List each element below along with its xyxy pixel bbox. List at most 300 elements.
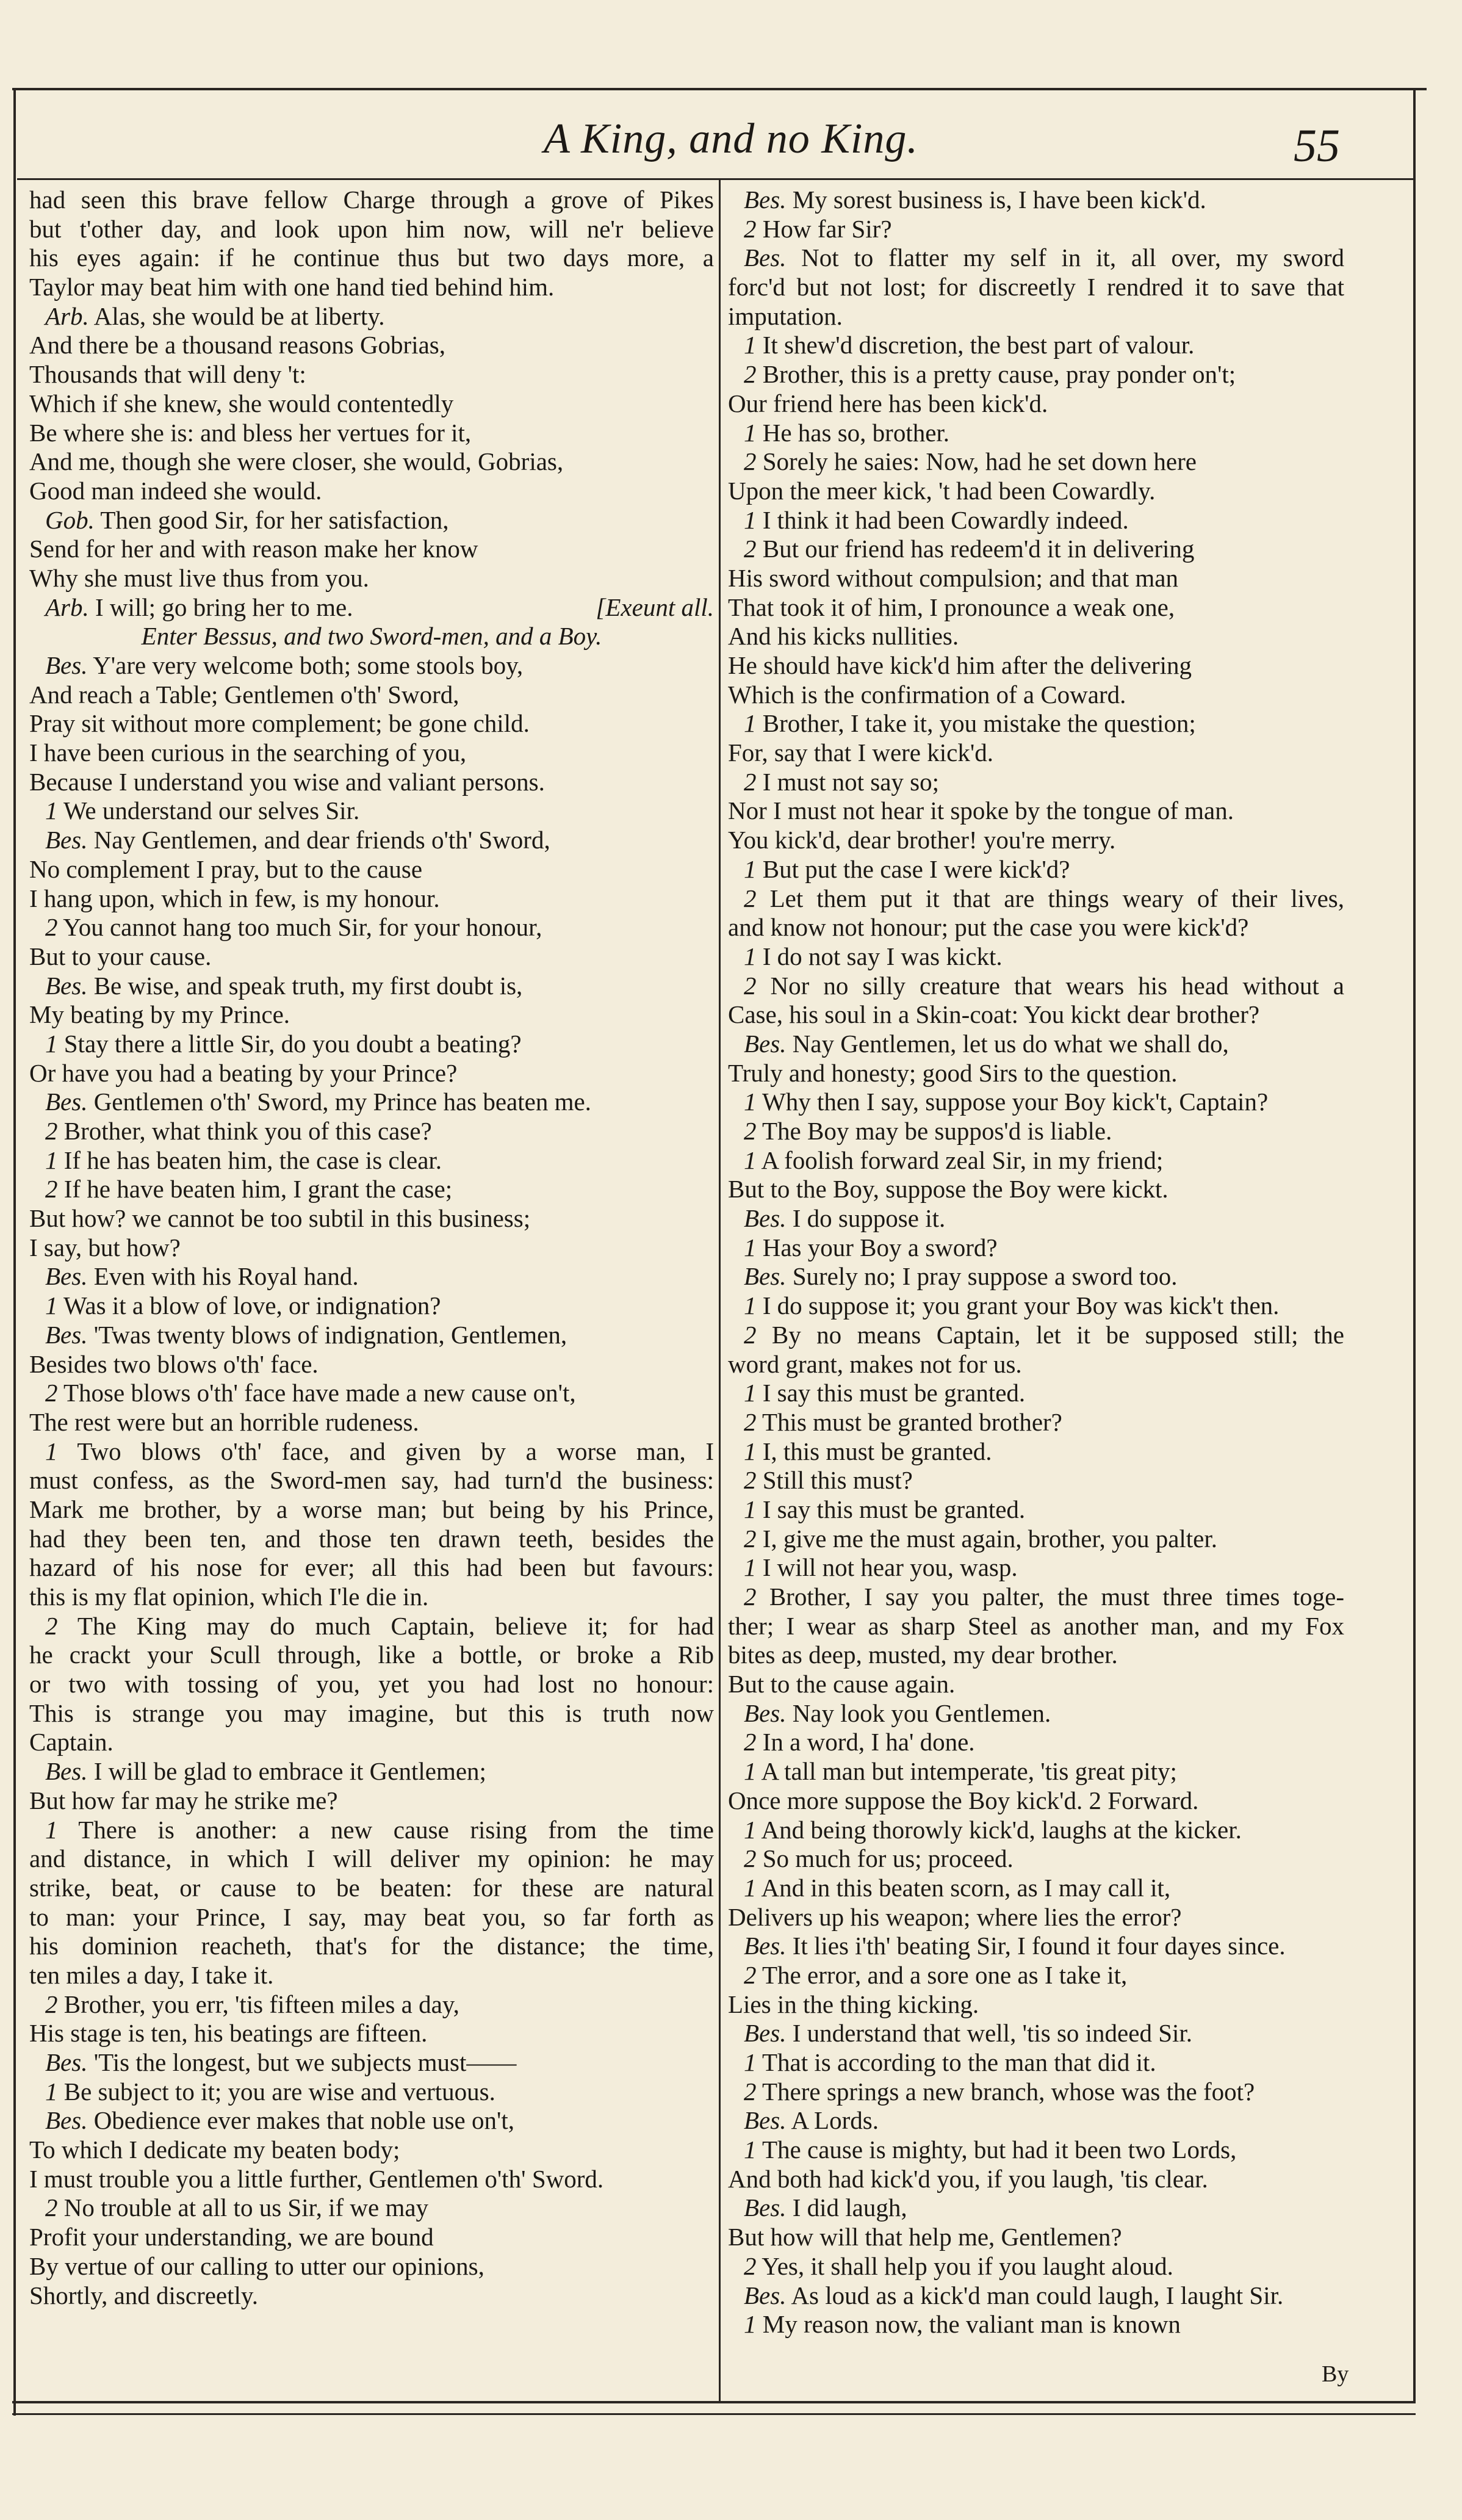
- speaker-prefix: 1: [744, 2136, 757, 2164]
- line-text: How far Sir?: [762, 214, 892, 243]
- speaker-prefix: 2: [45, 1117, 58, 1145]
- line-text: A foolish forward zeal Sir, in my friend;: [761, 1146, 1164, 1174]
- speaker-prefix: 2: [744, 360, 757, 389]
- text-line: [29, 709, 714, 738]
- line-text: This is strange you may imagine, but this is truth now: [29, 1699, 714, 1727]
- text-line: [728, 738, 1344, 768]
- text-line: [728, 331, 1344, 360]
- text-line: [728, 855, 1344, 884]
- speaker-prefix: Bes.: [744, 1262, 787, 1291]
- line-text: Nay Gentlemen, and dear friends o'th' Sword,: [93, 826, 550, 854]
- left-column: [29, 186, 714, 2310]
- speaker-prefix: 2: [45, 1990, 58, 2018]
- line-text: The King may do much Captain, believe it; for had: [77, 1611, 714, 1640]
- line-text: Captain.: [29, 1728, 113, 1756]
- text-line: [728, 1291, 1344, 1321]
- text-line: [29, 1146, 714, 1175]
- running-title: A King, and no King.: [544, 115, 918, 162]
- line-text: And his kicks nullities.: [728, 622, 959, 651]
- speaker-prefix: 2: [744, 767, 757, 796]
- line-text: Gentlemen o'th' Sword, my Prince has beaten me.: [93, 1088, 591, 1116]
- speaker-prefix: 1: [744, 2310, 757, 2339]
- text-line: [29, 1525, 714, 1554]
- text-line: [29, 1262, 714, 1291]
- line-text: But how far may he strike me?: [29, 1786, 338, 1814]
- text-line: [29, 186, 714, 215]
- speaker-prefix: 2: [744, 447, 757, 476]
- line-text: his eyes again: if he continue thus but two days more, a: [29, 244, 714, 272]
- line-text: Taylor may beat him with one hand tied behind him.: [29, 273, 555, 301]
- line-text: Upon the meer kick, 't had been Cowardly.: [728, 476, 1156, 505]
- text-line: [29, 884, 714, 914]
- line-text: his dominion reacheth, that's for the distance; the time,: [29, 1932, 714, 1960]
- line-text: No complement I pray, but to the cause: [29, 854, 423, 883]
- line-text: My reason now, the valiant man is known: [762, 2310, 1181, 2339]
- text-line: [29, 447, 714, 477]
- line-text: word grant, makes not for us.: [728, 1349, 1022, 1378]
- line-text: My beating by my Prince.: [29, 1000, 290, 1029]
- text-line: [29, 1553, 714, 1583]
- text-line: [728, 709, 1344, 738]
- text-line: [728, 419, 1344, 448]
- line-text: We understand our selves Sir.: [63, 796, 360, 825]
- line-text: forc'd but not lost; for discreetly I rendred it to save that: [728, 273, 1344, 301]
- text-line: [728, 1525, 1344, 1554]
- text-line: [29, 1233, 714, 1263]
- text-line: [29, 1932, 714, 1961]
- line-text: but t'other day, and look upon him now, will ne'r believe: [29, 214, 714, 243]
- text-line: [29, 622, 714, 651]
- line-text: And there be a thousand reasons Gobrias,: [29, 331, 446, 359]
- text-line: [29, 2193, 714, 2223]
- text-line: [728, 884, 1344, 914]
- line-text: ten miles a day, I take it.: [29, 1960, 274, 1989]
- speaker-prefix: Bes.: [45, 1757, 88, 1786]
- column-divider: [719, 180, 721, 2403]
- line-text: Brother, I say you palter, the must three times toge-: [769, 1583, 1344, 1611]
- line-text: Profit your understanding, we are bound: [29, 2223, 434, 2251]
- text-line: [728, 1350, 1344, 1379]
- right-border-rule: [1413, 88, 1416, 2401]
- line-text: Enter Bessus, and two Sword-men, and a Boy.: [141, 622, 602, 651]
- text-line: [728, 1117, 1344, 1146]
- line-text: Sorely he saies: Now, had he set down here: [762, 447, 1197, 476]
- speaker-prefix: Arb.: [45, 301, 89, 330]
- speaker-prefix: 1: [45, 796, 58, 825]
- text-line: [29, 1699, 714, 1728]
- line-text: I do suppose it.: [792, 1204, 946, 1233]
- line-text: My sorest business is, I have been kick'd.: [792, 186, 1206, 214]
- text-line: [29, 913, 714, 942]
- line-text: Nay look you Gentlemen.: [792, 1699, 1051, 1727]
- text-line: [728, 1699, 1344, 1728]
- text-line: [728, 1321, 1344, 1350]
- text-line: [728, 506, 1344, 535]
- text-line: [29, 1728, 714, 1757]
- line-text: But how will that help me, Gentlemen?: [728, 2223, 1122, 2251]
- line-text: Because I understand you wise and valiant persons.: [29, 767, 545, 796]
- line-text: The Boy may be suppos'd is liable.: [762, 1117, 1112, 1145]
- speaker-prefix: 1: [45, 1437, 58, 1465]
- text-line: [728, 477, 1344, 506]
- line-text: Besides two blows o'th' face.: [29, 1349, 319, 1378]
- text-line: [728, 1204, 1344, 1233]
- speaker-prefix: 2: [744, 214, 757, 243]
- text-line: [728, 1786, 1344, 1816]
- text-line: [728, 1553, 1344, 1583]
- text-line: [29, 1088, 714, 1117]
- text-line: [29, 1175, 714, 1204]
- text-line: [728, 2193, 1344, 2223]
- line-text: Send for her and with reason make her know: [29, 535, 478, 563]
- speaker-prefix: 2: [744, 2251, 757, 2280]
- speaker-prefix: 2: [45, 2193, 58, 2222]
- text-line: [29, 1903, 714, 1932]
- speaker-prefix: 1: [744, 942, 757, 970]
- speaker-prefix: Bes.: [744, 2106, 787, 2135]
- line-text: I must trouble you a little further, Gentlemen o'th' Sword.: [29, 2164, 604, 2193]
- text-line: [728, 1379, 1344, 1408]
- speaker-prefix: 2: [744, 1960, 757, 1989]
- text-line: [29, 389, 714, 419]
- speaker-prefix: 1: [45, 1815, 58, 1844]
- text-line: [728, 302, 1344, 331]
- speaker-prefix: Bes.: [45, 651, 88, 679]
- line-text: In a word, I ha' done.: [762, 1728, 975, 1756]
- line-text: Not to flatter my self in it, all over, my sword: [801, 244, 1344, 272]
- line-text: But to the cause again.: [728, 1670, 956, 1699]
- line-text: His sword without compulsion; and that man: [728, 563, 1178, 592]
- line-text: And being thorowly kick'd, laughs at the kicker.: [761, 1815, 1242, 1844]
- line-text: I say this must be granted.: [762, 1495, 1026, 1523]
- speaker-prefix: 1: [45, 1029, 58, 1058]
- text-line: [728, 244, 1344, 273]
- text-line: [728, 2281, 1344, 2311]
- text-line: [728, 1466, 1344, 1495]
- speaker-prefix: 2: [45, 1175, 58, 1204]
- line-text: Once more suppose the Boy kick'd. 2 Forward.: [728, 1786, 1199, 1814]
- text-line: [728, 1757, 1344, 1786]
- line-text: Which is the confirmation of a Coward.: [728, 680, 1126, 709]
- text-line: [29, 360, 714, 389]
- speaker-prefix: 1: [744, 854, 757, 883]
- stage-direction: [Exeunt all.: [596, 593, 714, 621]
- text-line: [728, 1903, 1344, 1932]
- speaker-prefix: 2: [45, 1611, 58, 1640]
- speaker-prefix: 1: [744, 1146, 757, 1174]
- left-border-rule: [13, 89, 16, 2416]
- text-line: [728, 1990, 1344, 2020]
- text-line: [728, 1262, 1344, 1291]
- text-line: [29, 1844, 714, 1874]
- line-text: bites as deep, musted, my dear brother.: [728, 1641, 1118, 1669]
- text-line: [728, 681, 1344, 710]
- text-line: [29, 535, 714, 564]
- line-text: His stage is ten, his beatings are fifteen.: [29, 2019, 428, 2048]
- text-line: [29, 855, 714, 884]
- speaker-prefix: 1: [744, 418, 757, 447]
- right-column: [728, 186, 1344, 2339]
- line-text: Still this must?: [762, 1466, 913, 1495]
- text-line: [29, 331, 714, 360]
- line-text: It shew'd discretion, the best part of valour.: [762, 331, 1195, 359]
- speaker-prefix: 1: [744, 1757, 757, 1786]
- text-line: [728, 447, 1344, 477]
- text-line: [728, 2019, 1344, 2048]
- line-text: I, this must be granted.: [762, 1437, 992, 1465]
- line-text: Brother, I take it, you mistake the question;: [762, 709, 1196, 738]
- line-text: Obedience ever makes that noble use on't,: [93, 2106, 515, 2135]
- line-text: Nay Gentlemen, let us do what we shall do,: [792, 1029, 1229, 1058]
- line-text: Even with his Royal hand.: [93, 1262, 359, 1291]
- line-text: I think it had been Cowardly indeed.: [762, 505, 1129, 534]
- line-text: If he has beaten him, the case is clear.: [63, 1146, 442, 1174]
- speaker-prefix: 1: [744, 1379, 757, 1407]
- line-text: To which I dedicate my beaten body;: [29, 2136, 400, 2164]
- line-text: had seen this brave fellow Charge through a grove of Pikes: [29, 186, 714, 214]
- line-text: Which if she knew, she would contentedly: [29, 389, 454, 417]
- line-text: Was it a blow of love, or indignation?: [63, 1291, 441, 1320]
- text-line: [728, 796, 1344, 826]
- text-line: [728, 215, 1344, 244]
- line-text: Stay there a little Sir, do you doubt a beating?: [63, 1029, 522, 1058]
- text-line: [29, 244, 714, 273]
- text-line: [29, 942, 714, 972]
- line-text: Lies in the thing kicking.: [728, 1990, 979, 2018]
- text-line: [728, 1495, 1344, 1525]
- line-text: There is another: a new cause rising from the time: [78, 1815, 714, 1844]
- text-line: [728, 389, 1344, 419]
- text-line: [29, 1583, 714, 1612]
- text-line: [29, 302, 714, 331]
- text-line: [29, 651, 714, 681]
- text-line: [29, 1408, 714, 1437]
- text-line: [29, 1786, 714, 1816]
- line-text: and distance, in which I will deliver my opinion: he may: [29, 1844, 714, 1873]
- line-text: 'Twas twenty blows of indignation, Gentlemen,: [93, 1320, 567, 1349]
- speaker-prefix: Bes.: [744, 2281, 787, 2309]
- speaker-prefix: 2: [744, 1320, 757, 1349]
- line-text: Pray sit without more complement; be gone child.: [29, 709, 530, 738]
- line-text: There springs a new branch, whose was the foot?: [762, 2077, 1255, 2106]
- text-line: [728, 1030, 1344, 1059]
- bottom-rule-lower: [12, 2413, 1416, 2415]
- text-line: [728, 1670, 1344, 1699]
- speaker-prefix: 2: [744, 1117, 757, 1145]
- text-line: [728, 2078, 1344, 2107]
- line-text: Why then I say, suppose your Boy kick't, Captain?: [762, 1088, 1269, 1116]
- text-line: [29, 1321, 714, 1350]
- line-text: Y'are very welcome both; some stools boy,: [93, 651, 524, 679]
- line-text: I must not say so;: [762, 767, 940, 796]
- line-text: You cannot hang too much Sir, for your honour,: [63, 913, 542, 942]
- line-text: Or have you had a beating by your Prince?: [29, 1058, 458, 1087]
- text-line: [728, 1612, 1344, 1641]
- catchword: By: [1322, 2361, 1349, 2387]
- speaker-prefix: 1: [744, 1233, 757, 1262]
- line-text: This must be granted brother?: [762, 1407, 1062, 1436]
- line-text: You kick'd, dear brother! you're merry.: [728, 826, 1116, 854]
- text-line: [728, 1059, 1344, 1088]
- speaker-prefix: Bes.: [744, 1932, 787, 1960]
- text-line: [728, 768, 1344, 797]
- line-text: But how? we cannot be too subtil in this business;: [29, 1204, 531, 1233]
- speaker-prefix: 1: [45, 1146, 58, 1174]
- text-line: [29, 1816, 714, 1845]
- speaker-prefix: 1: [744, 2048, 757, 2076]
- text-line: [728, 1816, 1344, 1845]
- speaker-prefix: Bes.: [45, 2048, 88, 2076]
- line-text: Truly and honesty; good Sirs to the question.: [728, 1058, 1178, 1087]
- speaker-prefix: 1: [744, 1553, 757, 1582]
- line-text: Be wise, and speak truth, my first doubt is,: [93, 971, 523, 1000]
- speaker-prefix: 2: [744, 1466, 757, 1495]
- line-text: Alas, she would be at liberty.: [93, 301, 385, 330]
- speaker-prefix: Bes.: [45, 1262, 88, 1291]
- text-line: [29, 1874, 714, 1903]
- speaker-prefix: 2: [744, 1524, 757, 1553]
- text-line: [29, 477, 714, 506]
- line-text: I, give me the must again, brother, you palter.: [762, 1524, 1218, 1553]
- text-line: [29, 564, 714, 593]
- speaker-prefix: Bes.: [744, 1204, 787, 1233]
- text-line: [728, 2223, 1344, 2252]
- text-line: [728, 1088, 1344, 1117]
- line-text: must confess, as the Sword-men say, had turn'd the business:: [29, 1466, 714, 1495]
- line-text: strike, beat, or cause to be beaten: for these are natural: [29, 1873, 714, 1902]
- text-line: [29, 506, 714, 535]
- line-text: Our friend here has been kick'd.: [728, 389, 1048, 417]
- line-text: I did laugh,: [792, 2193, 907, 2222]
- line-text: I say this must be granted.: [762, 1379, 1026, 1407]
- line-text: Brother, what think you of this case?: [63, 1117, 432, 1145]
- line-text: It lies i'th' beating Sir, I found it four dayes since.: [792, 1932, 1286, 1960]
- text-line: [29, 826, 714, 855]
- speaker-prefix: 2: [744, 1844, 757, 1873]
- speaker-prefix: 1: [744, 1291, 757, 1320]
- line-text: A Lords.: [791, 2106, 879, 2135]
- text-line: [728, 1233, 1344, 1263]
- text-line: [728, 186, 1344, 215]
- line-text: Thousands that will deny 't:: [29, 360, 306, 389]
- speaker-prefix: Bes.: [45, 971, 88, 1000]
- text-line: [29, 2223, 714, 2252]
- speaker-prefix: 2: [744, 1728, 757, 1756]
- text-line: [29, 2165, 714, 2194]
- text-line: [29, 1000, 714, 1030]
- line-text: imputation.: [728, 301, 843, 330]
- text-line: [29, 681, 714, 710]
- line-text: That took it of him, I pronounce a weak one,: [728, 593, 1175, 621]
- line-text: Delivers up his weapon; where lies the error?: [728, 1902, 1182, 1931]
- line-text: ther; I wear as sharp Steel as another man, and my Fox: [728, 1611, 1344, 1640]
- speaker-prefix: Bes.: [45, 1088, 88, 1116]
- text-line: [728, 651, 1344, 681]
- text-line: [29, 1379, 714, 1408]
- line-text: I do suppose it; you grant your Boy was kick't then.: [762, 1291, 1280, 1320]
- text-line: [29, 273, 714, 302]
- text-line: [29, 1466, 714, 1495]
- text-line: [29, 1641, 714, 1670]
- line-text: But put the case I were kick'd?: [762, 854, 1070, 883]
- text-line: [728, 913, 1344, 942]
- text-line: [29, 1612, 714, 1641]
- text-line: [29, 2078, 714, 2107]
- text-line: [728, 360, 1344, 389]
- line-text: But to the Boy, suppose the Boy were kickt.: [728, 1175, 1169, 1204]
- line-text: I hang upon, which in few, is my honour.: [29, 884, 440, 912]
- line-text: But our friend has redeem'd it in delivering: [762, 535, 1195, 563]
- line-text: Case, his soul in a Skin-coat: You kickt dear brother?: [728, 1000, 1260, 1029]
- line-text: I have been curious in the searching of you,: [29, 738, 467, 767]
- line-text: Brother, you err, 'tis fifteen miles a day,: [63, 1990, 459, 2018]
- text-line: [728, 1641, 1344, 1670]
- line-text: 'Tis the longest, but we subjects must——: [93, 2048, 517, 2076]
- line-text: I will not hear you, wasp.: [762, 1553, 1018, 1582]
- speaker-prefix: Bes.: [744, 244, 787, 272]
- line-text: Nor I must not hear it spoke by the tongue of man.: [728, 796, 1234, 825]
- text-line: [29, 1030, 714, 1059]
- speaker-prefix: 2: [744, 884, 757, 912]
- text-line: [29, 1350, 714, 1379]
- line-text: And reach a Table; Gentlemen o'th' Sword,: [29, 680, 459, 709]
- speaker-prefix: 1: [744, 1815, 757, 1844]
- line-text: He should have kick'd him after the delivering: [728, 651, 1192, 679]
- line-text: Then good Sir, for her satisfaction,: [100, 505, 449, 534]
- text-line: [29, 2252, 714, 2281]
- line-text: I say, but how?: [29, 1233, 181, 1262]
- text-line: [29, 1670, 714, 1699]
- line-text: Those blows o'th' face have made a new cause on't,: [63, 1379, 576, 1407]
- speaker-prefix: Bes.: [45, 826, 88, 854]
- text-line: [29, 2136, 714, 2165]
- line-text: I will be glad to embrace it Gentlemen;: [93, 1757, 486, 1786]
- text-line: [29, 1990, 714, 2020]
- line-text: But to your cause.: [29, 942, 212, 970]
- speaker-prefix: 1: [744, 1873, 757, 1902]
- line-text: Mark me brother, by a worse man; but being by his Prince,: [29, 1495, 714, 1523]
- line-text: And in this beaten scorn, as I may call it,: [761, 1873, 1171, 1902]
- text-line: [29, 1961, 714, 1990]
- text-line: [29, 972, 714, 1001]
- text-line: [29, 738, 714, 768]
- text-line: [29, 419, 714, 448]
- text-line: [29, 1059, 714, 1088]
- page-number: 55: [1294, 120, 1340, 171]
- text-line: [728, 622, 1344, 651]
- line-text: Good man indeed she would.: [29, 476, 322, 505]
- speaker-prefix: Bes.: [744, 186, 787, 214]
- speaker-prefix: 1: [45, 2077, 58, 2106]
- line-text: For, say that I were kick'd.: [728, 738, 993, 767]
- text-line: [728, 1583, 1344, 1612]
- text-line: [728, 826, 1344, 855]
- line-text: Yes, it shall help you if you laught aloud.: [762, 2251, 1173, 2280]
- speaker-prefix: 1: [744, 1088, 757, 1116]
- text-line: [728, 273, 1344, 302]
- speaker-prefix: 2: [744, 535, 757, 563]
- speaker-prefix: 1: [744, 1437, 757, 1465]
- line-text: Be subject to it; you are wise and vertuous.: [63, 2077, 495, 2106]
- text-line: [728, 1874, 1344, 1903]
- text-line: [728, 2310, 1344, 2339]
- line-text: The error, and a sore one as I take it,: [762, 1960, 1128, 1989]
- line-text: If he have beaten him, I grant the case;: [63, 1175, 453, 1204]
- text-line: [728, 1961, 1344, 1990]
- text-line: [728, 1175, 1344, 1204]
- line-text: to man: your Prince, I say, may beat you, so far forth as: [29, 1902, 714, 1931]
- speaker-prefix: Arb.: [45, 593, 89, 621]
